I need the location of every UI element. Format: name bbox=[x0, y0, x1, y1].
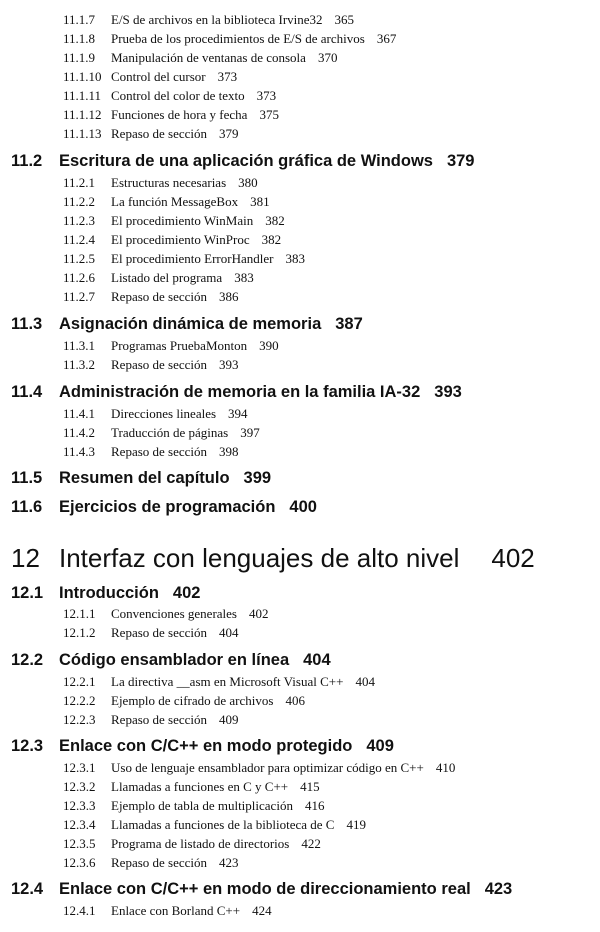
toc-subsection bbox=[63, 289, 239, 304]
toc-title: Convenciones generales bbox=[111, 606, 237, 621]
toc-number: 11.2.3 bbox=[63, 213, 96, 228]
toc-subsection bbox=[63, 817, 366, 832]
toc-title: Repaso de sección bbox=[111, 855, 208, 870]
toc-section bbox=[11, 584, 200, 603]
toc-page-number: 393 bbox=[434, 383, 462, 401]
toc-subsection bbox=[63, 270, 254, 285]
toc-number: 11.1.10 bbox=[63, 69, 102, 84]
toc-page-number: 415 bbox=[300, 779, 320, 794]
toc-page-number: 375 bbox=[259, 107, 279, 122]
toc-page-number: 409 bbox=[219, 712, 239, 727]
toc-title: Introducción bbox=[59, 584, 159, 602]
toc-page-number: 404 bbox=[303, 651, 331, 669]
toc-subsection bbox=[63, 798, 324, 813]
toc-page-number: 419 bbox=[346, 817, 366, 832]
toc-page-number: 410 bbox=[435, 760, 456, 775]
toc-title: El procedimiento WinProc bbox=[111, 232, 250, 247]
toc-title: Llamadas a funciones en C y C++ bbox=[111, 779, 289, 794]
toc-page-number: 424 bbox=[252, 903, 272, 918]
toc-title: Programas PruebaMonton bbox=[111, 338, 248, 353]
toc-subsection bbox=[63, 126, 239, 141]
toc-title: Ejercicios de programación bbox=[59, 498, 276, 516]
toc-subsection bbox=[63, 232, 281, 247]
toc-title: Repaso de sección bbox=[111, 712, 208, 727]
toc-title: Código ensamblador en línea bbox=[59, 651, 290, 669]
toc-page-number: 386 bbox=[219, 289, 239, 304]
toc-section bbox=[11, 383, 462, 402]
toc-number: 11.6 bbox=[11, 498, 43, 516]
toc-page-number: 382 bbox=[265, 213, 285, 228]
toc-number: 11.1.7 bbox=[63, 12, 96, 27]
toc-title: Traducción de páginas bbox=[111, 425, 229, 440]
toc-number: 11.2.5 bbox=[63, 251, 96, 266]
toc-page-number: 387 bbox=[335, 315, 363, 333]
toc-number: 12.3.6 bbox=[63, 855, 96, 870]
toc-page-number: 379 bbox=[219, 126, 239, 141]
toc-page-number: 423 bbox=[484, 880, 513, 898]
toc-number: 11.4 bbox=[11, 383, 43, 401]
toc-title: El procedimiento WinMain bbox=[111, 213, 254, 228]
toc-title: Repaso de sección bbox=[111, 357, 208, 372]
toc-page-number: 402 bbox=[491, 543, 535, 573]
toc-title: La función MessageBox bbox=[111, 194, 239, 209]
toc-page-number: 367 bbox=[376, 31, 397, 46]
toc-page-number: 381 bbox=[250, 194, 270, 209]
toc-subsection bbox=[63, 357, 239, 372]
toc-number: 11.4.1 bbox=[63, 406, 96, 421]
toc-number: 11.3.2 bbox=[63, 357, 96, 372]
toc-page-number: 416 bbox=[304, 798, 325, 813]
toc-subsection bbox=[63, 425, 260, 440]
toc-page-number: 370 bbox=[317, 50, 338, 65]
toc-title: Programa de listado de directorios bbox=[111, 836, 290, 851]
toc-page-number: 400 bbox=[289, 498, 317, 516]
toc-title: E/S de archivos en la biblioteca Irvine32 bbox=[111, 12, 323, 27]
toc-subsection bbox=[63, 779, 320, 794]
toc-number: 11.1.9 bbox=[63, 50, 96, 65]
toc-page-number: 383 bbox=[234, 270, 254, 285]
toc-title: Enlace con C/C++ en modo de direccionamiento real bbox=[59, 880, 471, 898]
toc-page-number: 383 bbox=[285, 251, 305, 266]
toc-title: Interfaz con lenguajes de alto nivel bbox=[59, 543, 460, 573]
toc-title: Control del cursor bbox=[111, 69, 206, 84]
toc-title: Repaso de sección bbox=[111, 625, 208, 640]
toc-number: 12.1 bbox=[11, 584, 44, 602]
toc-title: Repaso de sección bbox=[111, 126, 208, 141]
toc-section bbox=[11, 498, 317, 517]
toc-number: 11.2.4 bbox=[63, 232, 96, 247]
toc-page-number: 399 bbox=[243, 469, 272, 487]
toc-number: 11.2.7 bbox=[63, 289, 96, 304]
toc-page-number: 393 bbox=[219, 357, 239, 372]
toc-title: Control del color de texto bbox=[111, 88, 245, 103]
toc-page-number: 402 bbox=[172, 584, 201, 602]
toc-subsection bbox=[63, 107, 279, 122]
toc-subsection bbox=[63, 836, 321, 851]
toc-number: 12.2.1 bbox=[63, 674, 96, 689]
toc-number: 12.3.4 bbox=[63, 817, 96, 832]
toc-page-number: 402 bbox=[248, 606, 269, 621]
toc-number: 11.2 bbox=[11, 152, 43, 170]
toc-title: Resumen del capítulo bbox=[59, 469, 230, 487]
toc-number: 11.4.3 bbox=[63, 444, 96, 459]
toc-section bbox=[11, 651, 331, 670]
toc-page-number: 406 bbox=[285, 693, 305, 708]
toc-number: 12.1.2 bbox=[63, 625, 96, 640]
toc-title: La directiva __asm en Microsoft Visual C++ bbox=[111, 674, 344, 689]
toc-subsection bbox=[63, 175, 258, 190]
toc-number: 11.1.13 bbox=[63, 126, 102, 141]
toc-number: 11.3 bbox=[11, 315, 43, 333]
toc-number: 11.4.2 bbox=[63, 425, 96, 440]
toc-title: Ejemplo de cifrado de archivos bbox=[111, 693, 274, 708]
toc-subsection bbox=[63, 69, 237, 84]
toc-page-number: 423 bbox=[219, 855, 239, 870]
toc-number: 12.2.3 bbox=[63, 712, 96, 727]
toc-section bbox=[11, 469, 271, 488]
toc-title: Escritura de una aplicación gráfica de Windows bbox=[59, 152, 433, 170]
toc-section bbox=[11, 880, 512, 899]
toc-number: 12.4.1 bbox=[63, 903, 96, 918]
toc-subsection bbox=[63, 194, 270, 209]
toc-page-number: 365 bbox=[334, 12, 355, 27]
toc-title: Listado del programa bbox=[111, 270, 223, 285]
toc-title: Ejemplo de tabla de multiplicación bbox=[111, 798, 293, 813]
toc-number: 11.1.11 bbox=[63, 88, 102, 103]
toc-page-number: 422 bbox=[301, 836, 321, 851]
toc-section bbox=[11, 152, 474, 171]
toc-number: 11.3.1 bbox=[63, 338, 96, 353]
toc-title: Manipulación de ventanas de consola bbox=[111, 50, 306, 65]
toc-section bbox=[11, 315, 363, 334]
toc-title: Repaso de sección bbox=[111, 289, 208, 304]
toc-page-number: 409 bbox=[366, 737, 394, 755]
toc-page-number: 397 bbox=[240, 425, 260, 440]
toc-title: Llamadas a funciones de la biblioteca de C bbox=[111, 817, 335, 832]
toc-page-number: 373 bbox=[217, 69, 238, 84]
toc-chapter bbox=[11, 543, 535, 573]
toc-number: 11.1.12 bbox=[63, 107, 102, 122]
toc-title: Direcciones lineales bbox=[111, 406, 217, 421]
toc-subsection bbox=[63, 674, 375, 689]
toc-subsection bbox=[63, 606, 268, 621]
toc-page-number: 404 bbox=[219, 625, 239, 640]
toc-number: 11.2.2 bbox=[63, 194, 96, 209]
toc-subsection bbox=[63, 760, 455, 775]
toc-number: 12.3.1 bbox=[63, 760, 96, 775]
toc-subsection bbox=[63, 12, 354, 27]
toc-page-number: 373 bbox=[256, 88, 277, 103]
toc-title: Prueba de los procedimientos de E/S de archivos bbox=[111, 31, 365, 46]
toc-title: Enlace con Borland C++ bbox=[111, 903, 241, 918]
toc-subsection bbox=[63, 88, 276, 103]
toc-number: 12.3.5 bbox=[63, 836, 96, 851]
toc-page-number: 394 bbox=[228, 406, 248, 421]
toc-subsection bbox=[63, 625, 239, 640]
toc-title: Asignación dinámica de memoria bbox=[59, 315, 322, 333]
toc-number: 12.1.1 bbox=[63, 606, 96, 621]
toc-subsection bbox=[63, 213, 285, 228]
toc-title: Funciones de hora y fecha bbox=[111, 107, 248, 122]
toc-subsection bbox=[63, 338, 279, 353]
toc-title: Estructuras necesarias bbox=[111, 175, 227, 190]
toc-number: 12.3 bbox=[11, 737, 44, 755]
toc-number: 12.2.2 bbox=[63, 693, 96, 708]
toc-page-number: 390 bbox=[259, 338, 279, 353]
toc-subsection bbox=[63, 251, 305, 266]
toc-number: 11.2.1 bbox=[63, 175, 96, 190]
toc-subsection bbox=[63, 693, 305, 708]
toc-number: 11.2.6 bbox=[63, 270, 96, 285]
toc-page-number: 382 bbox=[261, 232, 282, 247]
toc-number: 12.2 bbox=[11, 651, 44, 669]
toc-title: Uso de lenguaje ensamblador para optimizar código en C++ bbox=[111, 760, 424, 775]
toc-page-number: 379 bbox=[446, 152, 475, 170]
toc-number: 12.3.2 bbox=[63, 779, 96, 794]
toc-section bbox=[11, 737, 394, 756]
toc-page-number: 380 bbox=[238, 175, 258, 190]
toc-number: 11.5 bbox=[11, 469, 43, 487]
toc-number: 11.1.8 bbox=[63, 31, 96, 46]
toc-title: Repaso de sección bbox=[111, 444, 208, 459]
toc-subsection bbox=[63, 903, 272, 918]
toc-subsection bbox=[63, 855, 239, 870]
toc-number: 12 bbox=[11, 543, 40, 573]
toc-title: El procedimiento ErrorHandler bbox=[111, 251, 274, 266]
toc-number: 12.4 bbox=[11, 880, 44, 898]
toc-title: Enlace con C/C++ en modo protegido bbox=[59, 737, 353, 755]
toc-subsection bbox=[63, 712, 239, 727]
toc-page-number: 404 bbox=[355, 674, 375, 689]
toc-page-number: 398 bbox=[219, 444, 239, 459]
toc-subsection bbox=[63, 406, 248, 421]
toc-subsection bbox=[63, 50, 337, 65]
toc-title: Administración de memoria en la familia IA-32 bbox=[59, 383, 421, 401]
toc-subsection bbox=[63, 31, 396, 46]
toc-number: 12.3.3 bbox=[63, 798, 96, 813]
toc-subsection bbox=[63, 444, 239, 459]
